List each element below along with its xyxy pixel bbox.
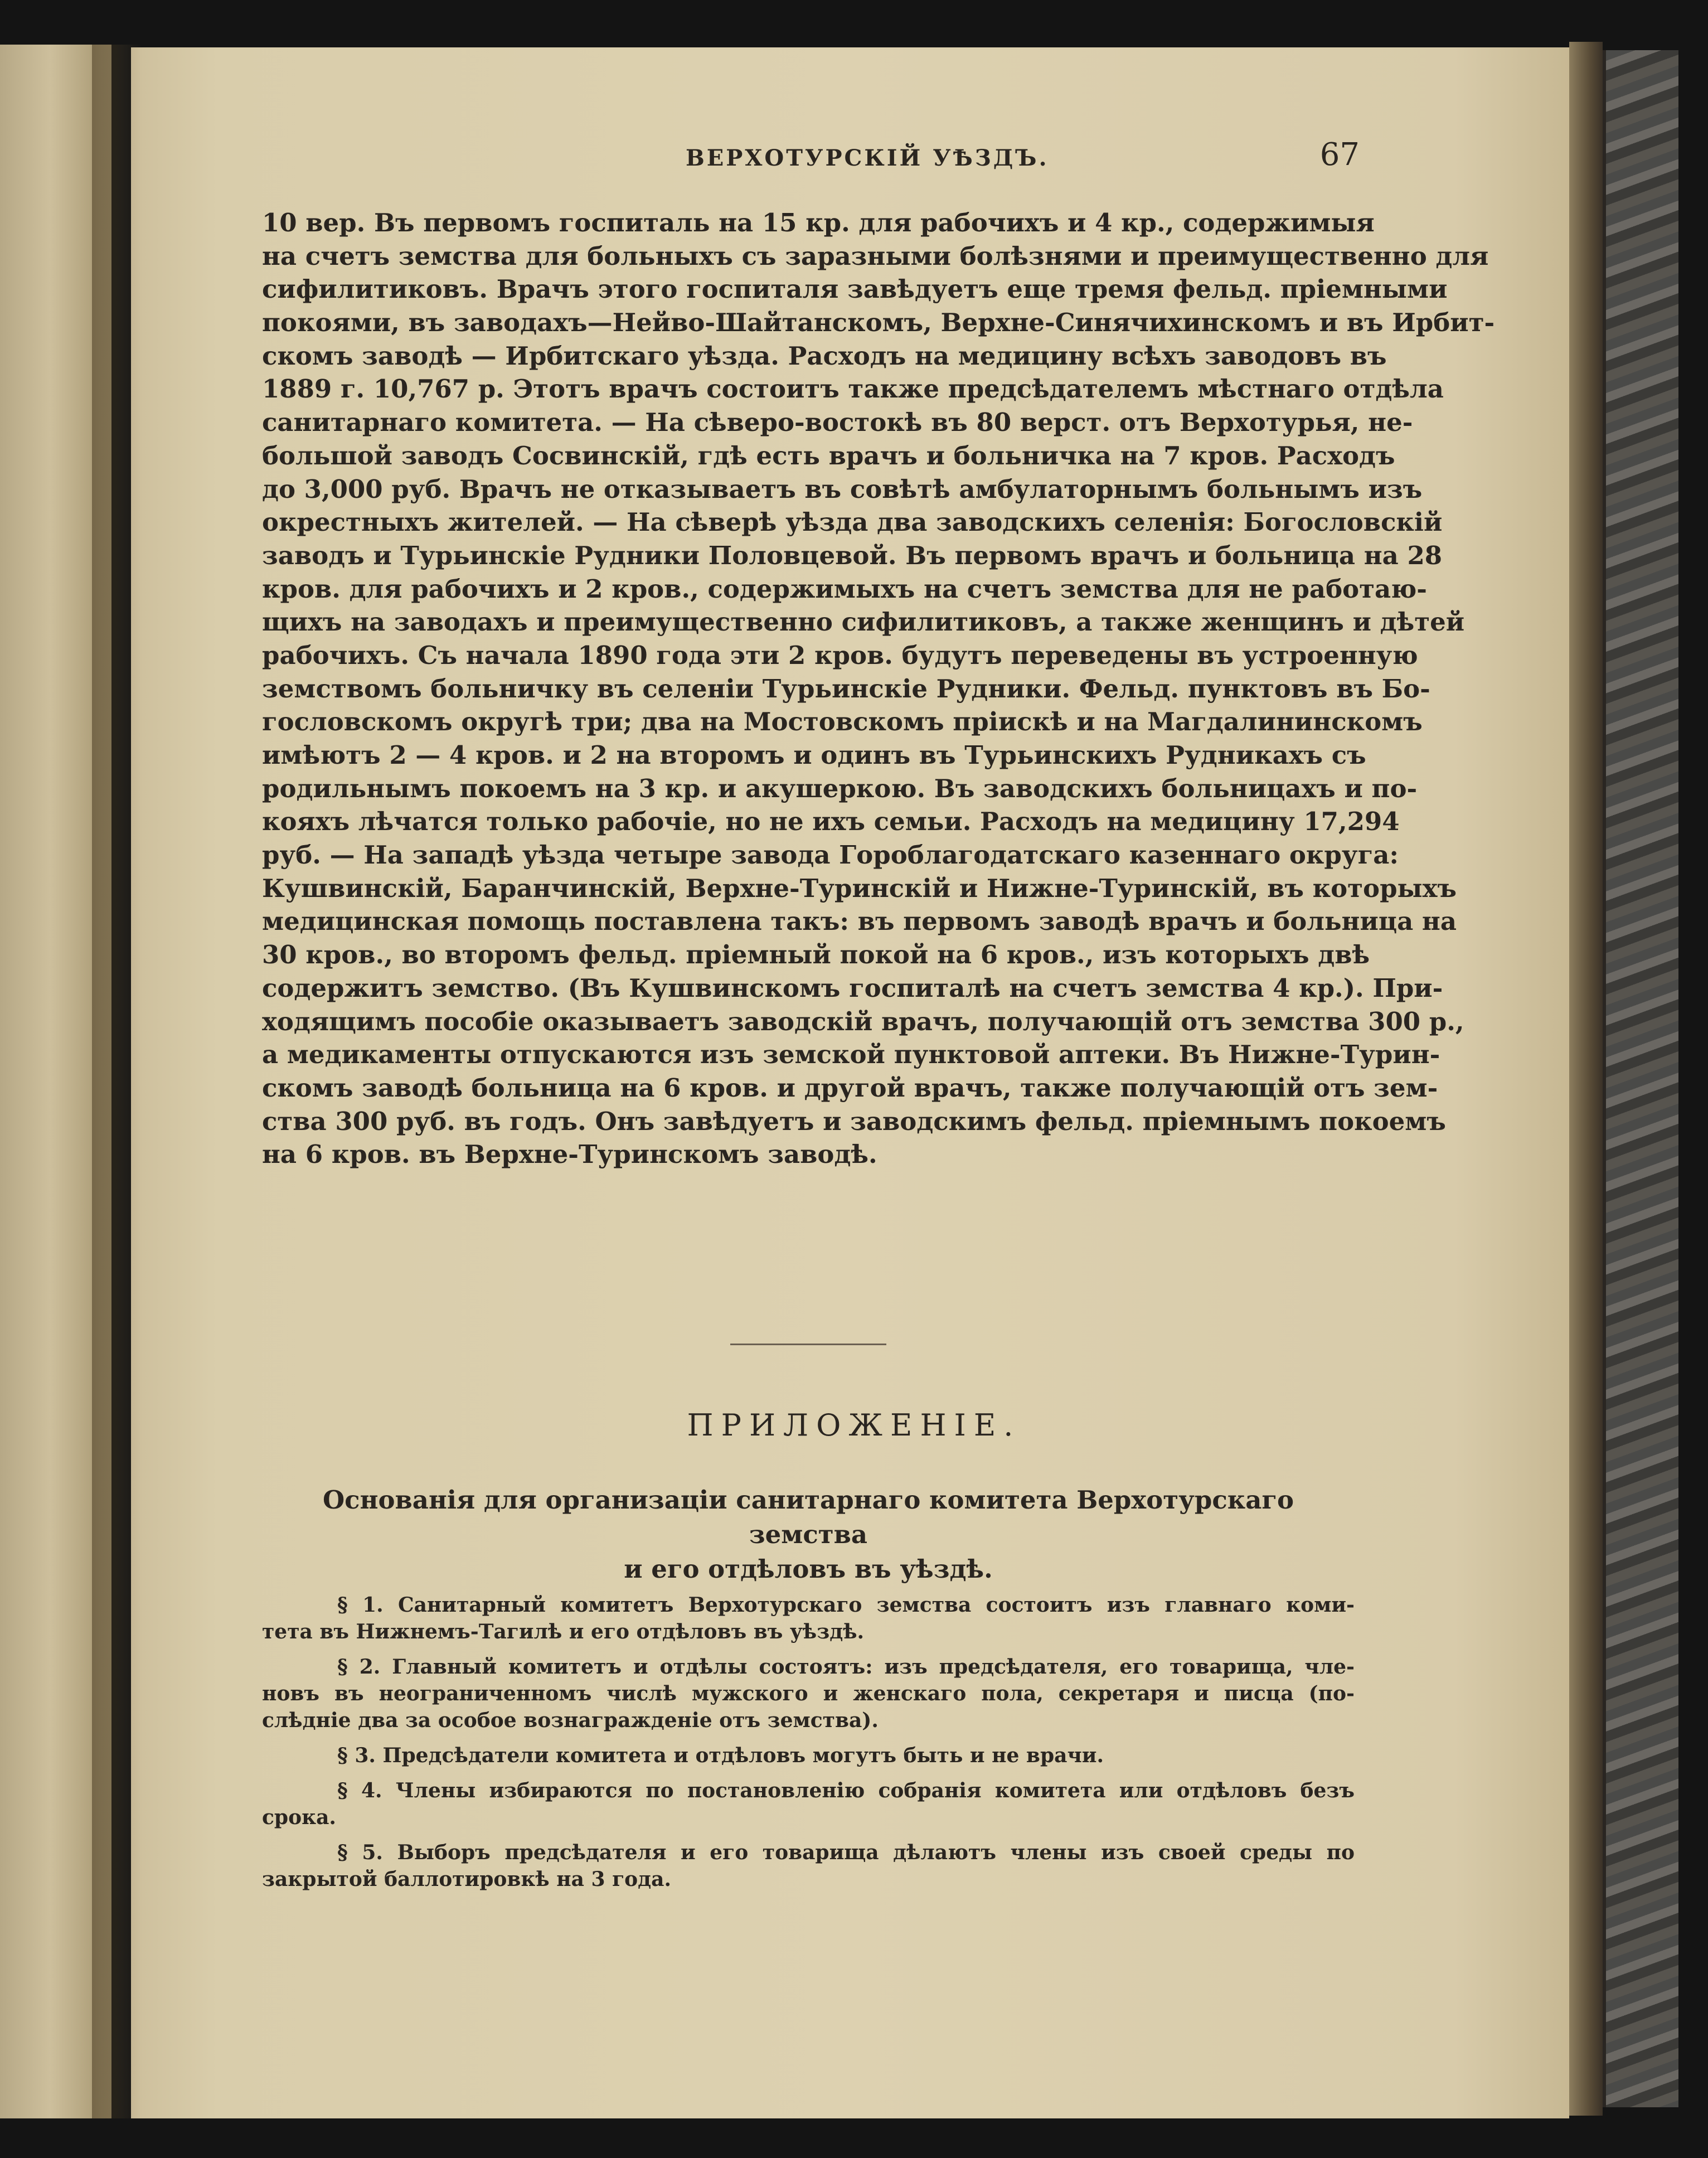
text-line: 1889 г. 10,767 р. Этотъ врачъ состоитъ также предсѣдателемъ мѣстнаго отдѣла <box>262 374 1444 404</box>
book-gutter <box>92 45 142 2118</box>
text-line: окрестныхъ жителей. — На сѣверѣ уѣзда два заводскихъ селенія: Богословскій <box>262 507 1443 537</box>
text-line: рабочихъ. Съ начала 1890 года эти 2 кров. будутъ переведены въ устроенную <box>262 640 1418 670</box>
section-2-line: слѣдніе два за особое вознагражденіе отъ земства). <box>262 1709 879 1732</box>
text-line: медицинская помощь поставлена такъ: въ первомъ заводѣ врачъ и больница на <box>262 906 1457 937</box>
text-line: кров. для рабочихъ и 2 кров., содержимыхъ на счетъ земства для не работаю- <box>262 574 1427 604</box>
main-text <box>262 206 1495 1171</box>
book-cover-edge <box>1603 50 1678 2107</box>
text-line: кояхъ лѣчатся только рабочіе, но не ихъ семьи. Расходъ на медицину 17,294 <box>262 807 1400 837</box>
section-4-line: срока. <box>262 1806 336 1829</box>
text-line: скомъ заводѣ — Ирбитскаго уѣзда. Расходъ на медицину всѣхъ заводовъ въ <box>262 341 1387 371</box>
text-line: 10 вер. Въ первомъ госпиталь на 15 кр. для рабочихъ и 4 кр., содержимыя <box>262 208 1375 237</box>
text-line: Кушвинскій, Баранчинскій, Верхне-Туринскій и Нижне-Туринскій, въ которыхъ <box>262 873 1457 903</box>
section-1-line: тета въ Нижнемъ-Тагилѣ и его отдѣловъ въ уѣздѣ. <box>262 1620 865 1643</box>
section-5-line: закрытой баллотировкѣ на 3 года. <box>262 1868 671 1891</box>
appendix-sections <box>262 1592 1355 1893</box>
text-line: скомъ заводѣ больница на 6 кров. и другой врачъ, также получающій отъ зем- <box>262 1073 1438 1103</box>
running-head: ВЕРХОТУРСКІЙ УѢЗДЪ. <box>686 145 1049 171</box>
text-line: заводъ и Турьинскіе Рудники Половцевой. Въ первомъ врачъ и больница на 28 <box>262 540 1443 570</box>
text-line: родильнымъ покоемъ на 3 кр. и акушеркою. Въ заводскихъ больницахъ и по- <box>262 773 1418 803</box>
text-line: до 3,000 руб. Врачъ не отказываетъ въ совѣтѣ амбулаторнымъ больнымъ изъ <box>262 474 1423 504</box>
text-line: гословскомъ округѣ три; два на Мостовскомъ пріискѣ и на Магдалининскомъ <box>262 707 1423 737</box>
text-line: а медикаменты отпускаются изъ земской пунктовой аптеки. Въ Нижне-Турин- <box>262 1040 1440 1070</box>
text-line: большой заводъ Сосвинскій, гдѣ есть врачъ и больничка на 7 кров. Расходъ <box>262 440 1395 471</box>
subtitle-line: Основанія для организаціи санитарнаго комитета Верхотурскаго земства <box>322 1485 1294 1549</box>
text-line: содержитъ земство. (Въ Кушвинскомъ госпиталѣ на счетъ земства 4 кр.). При- <box>262 973 1443 1003</box>
section-4-line: § 4. Члены избираются по постановленію собранія комитета или отдѣловъ безъ <box>337 1779 1355 1802</box>
text-line: на 6 кров. въ Верхне-Туринскомъ заводѣ. <box>262 1139 877 1170</box>
section-divider <box>730 1344 886 1345</box>
page-number: 67 <box>1319 137 1360 173</box>
page-stack-edge <box>1569 42 1603 2116</box>
section-2-line: новъ въ неограниченномъ числѣ мужского и женскаго пола, секретаря и писца (по- <box>262 1682 1355 1705</box>
text-line: щихъ на заводахъ и преимущественно сифилитиковъ, а также женщинъ и дѣтей <box>262 607 1465 637</box>
text-line: имѣютъ 2 — 4 кров. и 2 на второмъ и одинъ въ Турьинскихъ Рудникахъ съ <box>262 740 1366 770</box>
text-line: на счетъ земства для больныхъ съ заразными болѣзнями и преимущественно для <box>262 241 1489 271</box>
text-line: ходящимъ пособіе оказываетъ заводскій врачъ, получающій отъ земства 300 р., <box>262 1006 1464 1036</box>
text-line: ства 300 руб. въ годъ. Онъ завѣдуетъ и заводскимъ фельд. пріемнымъ покоемъ <box>262 1106 1446 1136</box>
appendix-title: ПРИЛОЖЕНІЕ. <box>687 1408 1021 1443</box>
section-5-line: § 5. Выборъ предсѣдателя и его товарища дѣлаютъ члены изъ своей среды по <box>337 1841 1355 1864</box>
appendix-subtitle <box>284 1483 1332 1587</box>
text-line: покоями, въ заводахъ—Нейво-Шайтанскомъ, Верхне-Синячихинскомъ и въ Ирбит- <box>262 308 1495 338</box>
text-line: сифилитиковъ. Врачъ этого госпиталя завѣдуетъ еще тремя фельд. пріемными <box>262 274 1448 304</box>
section-2-line: § 2. Главный комитетъ и отдѣлы состоятъ: изъ предсѣдателя, его товарища, чле- <box>337 1655 1355 1679</box>
section-3-line: § 3. Предсѣдатели комитета и отдѣловъ могутъ быть и не врачи. <box>337 1744 1104 1767</box>
section-1-line: § 1. Санитарный комитетъ Верхотурскаго земства состоитъ изъ главнаго коми- <box>337 1593 1355 1617</box>
subtitle-line: и его отдѣловъ въ уѣздѣ. <box>624 1554 993 1584</box>
text-line: санитарнаго комитета. — На сѣверо-востокѣ въ 80 верст. отъ Верхотурья, не- <box>262 408 1413 438</box>
text-line: земствомъ больничку въ селеніи Турьинскіе Рудники. Фельд. пунктовъ въ Бо- <box>262 673 1430 704</box>
text-line: руб. — На западѣ уѣзда четыре завода Гороблагодатскаго казеннаго округа: <box>262 840 1399 870</box>
text-line: 30 кров., во второмъ фельд. пріемный покой на 6 кров., изъ которыхъ двѣ <box>262 940 1370 970</box>
